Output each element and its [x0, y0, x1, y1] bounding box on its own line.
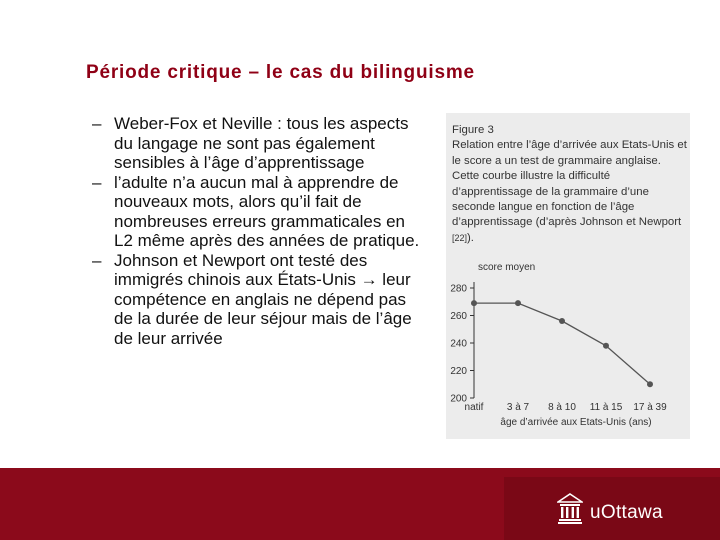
y-axis-label: score moyen: [478, 262, 536, 273]
data-point: [471, 300, 477, 306]
bullet-item: [92, 251, 422, 349]
data-point: [603, 343, 609, 349]
y-tick-label: 240: [450, 338, 467, 350]
series-line: [474, 303, 650, 384]
line-chart: [446, 113, 690, 439]
bullet-dash: –: [92, 250, 102, 270]
slide-title: Période critique – le cas du bilinguisme: [86, 62, 475, 83]
data-point: [515, 300, 521, 306]
x-tick-label: 17 à 39: [633, 402, 667, 413]
x-axis-label: âge d’arrivée aux Etats-Unis (ans): [500, 417, 652, 428]
y-tick-label: 280: [450, 283, 467, 295]
bullet-dash: –: [92, 114, 102, 133]
figure-panel: [446, 113, 690, 439]
x-tick-label: 11 à 15: [589, 402, 623, 413]
data-point: [559, 318, 565, 324]
y-tick-label: 200: [450, 393, 467, 405]
brand-name: uOttawa: [590, 502, 663, 523]
university-building-icon: [557, 493, 583, 525]
x-tick-label: 8 à 10: [548, 402, 576, 413]
bullet-text: Weber-Fox et Neville : tous les aspects du langage ne sont pas également sensibles à l’âge d’apprentissage: [114, 114, 409, 172]
bullet-text: l’adulte n’a aucun mal à apprendre de nouveaux mots, alors qu’il fait de nombreuses erreurs grammaticales en L2 même après des années de pratique.: [114, 172, 420, 250]
figure-caption-label: Figure 3: [452, 124, 494, 136]
figure-caption-end: ).: [467, 231, 474, 244]
figure-caption-text: Relation entre l’âge d’arrivée aux Etats-Unis et le score a un test de grammaire anglaise. Cette courbe illustre la difficulté d’apprentissage de la grammaire d’une seconde langue en fonction de l’âge d’apprentissage (d’après Johnson et Newport: [452, 139, 687, 229]
bullet-list: [92, 114, 422, 348]
x-tick-label: 3 à 7: [506, 402, 530, 413]
bullet-item: [92, 114, 422, 173]
y-tick-label: 260: [450, 311, 467, 322]
bullet-item: [92, 173, 422, 251]
y-tick-label: 220: [450, 366, 467, 377]
bullet-text: Johnson et Newport ont testé des immigrés chinois aux États-Unis → leur compétence en anglais ne dépend pas de la durée de leur séjour mais de l’âge de leur arrivée: [114, 250, 412, 348]
data-point: [647, 381, 653, 387]
x-tick-label: natif: [464, 402, 484, 413]
figure-caption-ref: [22]: [452, 232, 468, 243]
bullet-dash: –: [92, 172, 102, 192]
